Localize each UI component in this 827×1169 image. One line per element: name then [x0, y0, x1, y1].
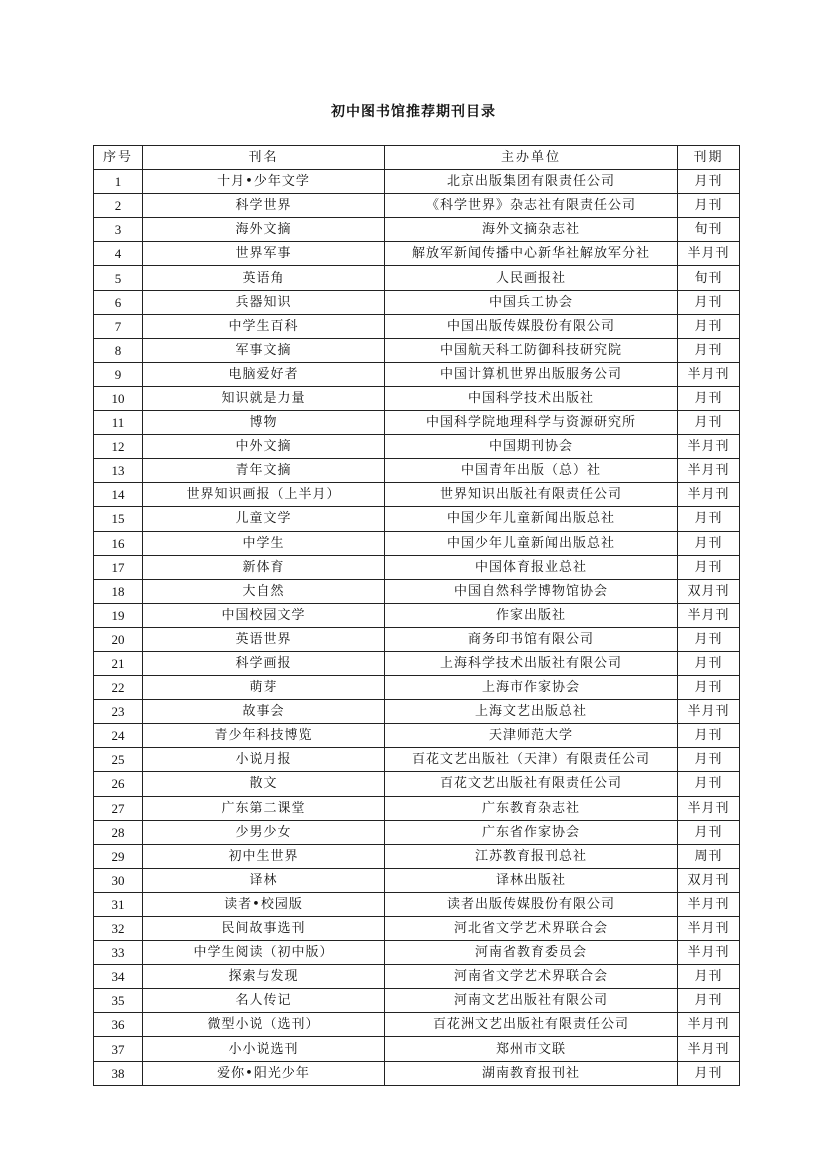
cell-no: 16	[94, 531, 143, 555]
table-row	[94, 1061, 740, 1085]
table-row	[94, 386, 740, 410]
table-row	[94, 1037, 740, 1061]
table-row	[94, 218, 740, 242]
table-row	[94, 965, 740, 989]
table-row	[94, 651, 740, 675]
cell-period: 月刊	[678, 1061, 740, 1085]
cell-periodical-name: 名人传记	[143, 989, 385, 1013]
cell-periodical-name: 英语世界	[143, 627, 385, 651]
cell-organizer: 北京出版集团有限责任公司	[385, 170, 678, 194]
cell-period: 半月刊	[678, 700, 740, 724]
cell-organizer: 湖南教育报刊社	[385, 1061, 678, 1085]
cell-period: 月刊	[678, 989, 740, 1013]
cell-no: 33	[94, 941, 143, 965]
cell-periodical-name: 散文	[143, 772, 385, 796]
cell-periodical-name: 大自然	[143, 579, 385, 603]
cell-periodical-name: 译林	[143, 868, 385, 892]
cell-period: 月刊	[678, 290, 740, 314]
cell-organizer: 中国少年儿童新闻出版总社	[385, 531, 678, 555]
cell-organizer: 世界知识出版社有限责任公司	[385, 483, 678, 507]
table-row	[94, 266, 740, 290]
cell-period: 旬刊	[678, 266, 740, 290]
cell-no: 19	[94, 603, 143, 627]
cell-period: 月刊	[678, 820, 740, 844]
cell-organizer: 中国计算机世界出版服务公司	[385, 362, 678, 386]
cell-no: 38	[94, 1061, 143, 1085]
table-row	[94, 579, 740, 603]
cell-no: 37	[94, 1037, 143, 1061]
cell-organizer: 解放军新闻传播中心新华社解放军分社	[385, 242, 678, 266]
cell-organizer: 广东教育杂志社	[385, 796, 678, 820]
cell-no: 3	[94, 218, 143, 242]
cell-organizer: 作家出版社	[385, 603, 678, 627]
table-row	[94, 194, 740, 218]
cell-organizer: 中国科学院地理科学与资源研究所	[385, 411, 678, 435]
cell-no: 26	[94, 772, 143, 796]
table-row	[94, 868, 740, 892]
cell-periodical-name: 萌芽	[143, 676, 385, 700]
table-row	[94, 989, 740, 1013]
table-body	[94, 170, 740, 1086]
cell-organizer: 上海文艺出版总社	[385, 700, 678, 724]
cell-period: 月刊	[678, 965, 740, 989]
cell-periodical-name: 爱你•阳光少年	[143, 1061, 385, 1085]
cell-period: 半月刊	[678, 603, 740, 627]
cell-no: 34	[94, 965, 143, 989]
cell-period: 月刊	[678, 507, 740, 531]
cell-periodical-name: 科学世界	[143, 194, 385, 218]
table-row	[94, 676, 740, 700]
table-row	[94, 507, 740, 531]
cell-organizer: 天津师范大学	[385, 724, 678, 748]
cell-periodical-name: 少男少女	[143, 820, 385, 844]
cell-periodical-name: 科学画报	[143, 651, 385, 675]
header-no: 序号	[94, 146, 143, 170]
cell-period: 月刊	[678, 651, 740, 675]
cell-periodical-name: 世界知识画报（上半月）	[143, 483, 385, 507]
table-row	[94, 555, 740, 579]
cell-periodical-name: 民间故事选刊	[143, 917, 385, 941]
cell-period: 半月刊	[678, 483, 740, 507]
cell-no: 36	[94, 1013, 143, 1037]
cell-no: 11	[94, 411, 143, 435]
cell-periodical-name: 英语角	[143, 266, 385, 290]
cell-periodical-name: 新体育	[143, 555, 385, 579]
cell-period: 月刊	[678, 411, 740, 435]
header-name: 刊名	[143, 146, 385, 170]
cell-period: 月刊	[678, 194, 740, 218]
cell-no: 17	[94, 555, 143, 579]
cell-no: 4	[94, 242, 143, 266]
cell-period: 半月刊	[678, 362, 740, 386]
cell-period: 半月刊	[678, 242, 740, 266]
cell-periodical-name: 微型小说（选刊）	[143, 1013, 385, 1037]
table-row	[94, 531, 740, 555]
cell-no: 13	[94, 459, 143, 483]
cell-periodical-name: 广东第二课堂	[143, 796, 385, 820]
cell-period: 月刊	[678, 386, 740, 410]
cell-periodical-name: 知识就是力量	[143, 386, 385, 410]
table-row	[94, 844, 740, 868]
cell-organizer: 河南省教育委员会	[385, 941, 678, 965]
cell-period: 半月刊	[678, 941, 740, 965]
cell-organizer: 中国期刊协会	[385, 435, 678, 459]
cell-periodical-name: 儿童文学	[143, 507, 385, 531]
cell-periodical-name: 小说月报	[143, 748, 385, 772]
cell-period: 双月刊	[678, 868, 740, 892]
cell-periodical-name: 兵器知识	[143, 290, 385, 314]
cell-organizer: 中国出版传媒股份有限公司	[385, 314, 678, 338]
table-row	[94, 290, 740, 314]
cell-organizer: 百花文艺出版社（天津）有限责任公司	[385, 748, 678, 772]
cell-no: 35	[94, 989, 143, 1013]
header-period: 刊期	[678, 146, 740, 170]
cell-organizer: 中国科学技术出版社	[385, 386, 678, 410]
cell-period: 半月刊	[678, 1013, 740, 1037]
cell-organizer: 中国航天科工防御科技研究院	[385, 338, 678, 362]
cell-periodical-name: 小小说选刊	[143, 1037, 385, 1061]
cell-no: 25	[94, 748, 143, 772]
cell-no: 8	[94, 338, 143, 362]
cell-no: 10	[94, 386, 143, 410]
cell-period: 月刊	[678, 748, 740, 772]
cell-organizer: 人民画报社	[385, 266, 678, 290]
table-row	[94, 170, 740, 194]
cell-organizer: 读者出版传媒股份有限公司	[385, 892, 678, 916]
cell-period: 半月刊	[678, 917, 740, 941]
cell-no: 23	[94, 700, 143, 724]
page-title: 初中图书馆推荐期刊目录	[331, 104, 496, 120]
cell-periodical-name: 初中生世界	[143, 844, 385, 868]
cell-period: 半月刊	[678, 1037, 740, 1061]
cell-no: 5	[94, 266, 143, 290]
cell-organizer: 上海市作家协会	[385, 676, 678, 700]
cell-periodical-name: 中外文摘	[143, 435, 385, 459]
cell-period: 半月刊	[678, 892, 740, 916]
cell-periodical-name: 海外文摘	[143, 218, 385, 242]
cell-organizer: 百花文艺出版社有限责任公司	[385, 772, 678, 796]
cell-no: 12	[94, 435, 143, 459]
cell-no: 22	[94, 676, 143, 700]
cell-period: 双月刊	[678, 579, 740, 603]
table-row	[94, 724, 740, 748]
periodical-table	[93, 145, 740, 1086]
table-row	[94, 242, 740, 266]
cell-no: 28	[94, 820, 143, 844]
table-row	[94, 603, 740, 627]
cell-organizer: 河南省文学艺术界联合会	[385, 965, 678, 989]
cell-no: 20	[94, 627, 143, 651]
table-row	[94, 483, 740, 507]
cell-organizer: 郑州市文联	[385, 1037, 678, 1061]
cell-period: 月刊	[678, 676, 740, 700]
cell-periodical-name: 军事文摘	[143, 338, 385, 362]
table-row	[94, 435, 740, 459]
cell-period: 月刊	[678, 338, 740, 362]
cell-organizer: 广东省作家协会	[385, 820, 678, 844]
cell-periodical-name: 探索与发现	[143, 965, 385, 989]
table-row	[94, 941, 740, 965]
cell-no: 15	[94, 507, 143, 531]
table-row	[94, 917, 740, 941]
cell-no: 6	[94, 290, 143, 314]
cell-periodical-name: 电脑爱好者	[143, 362, 385, 386]
cell-organizer: 海外文摘杂志社	[385, 218, 678, 242]
cell-no: 14	[94, 483, 143, 507]
header-organizer: 主办单位	[385, 146, 678, 170]
cell-period: 旬刊	[678, 218, 740, 242]
cell-organizer: 百花洲文艺出版社有限责任公司	[385, 1013, 678, 1037]
cell-periodical-name: 中学生百科	[143, 314, 385, 338]
cell-organizer: 中国青年出版（总）社	[385, 459, 678, 483]
cell-organizer: 中国兵工协会	[385, 290, 678, 314]
table-row	[94, 362, 740, 386]
table-row	[94, 892, 740, 916]
cell-no: 1	[94, 170, 143, 194]
cell-no: 27	[94, 796, 143, 820]
cell-periodical-name: 中学生	[143, 531, 385, 555]
cell-period: 月刊	[678, 531, 740, 555]
cell-no: 2	[94, 194, 143, 218]
cell-organizer: 中国体育报业总社	[385, 555, 678, 579]
cell-organizer: 译林出版社	[385, 868, 678, 892]
cell-period: 月刊	[678, 314, 740, 338]
table-row	[94, 627, 740, 651]
table-row	[94, 411, 740, 435]
cell-organizer: 中国少年儿童新闻出版总社	[385, 507, 678, 531]
cell-organizer: 江苏教育报刊总社	[385, 844, 678, 868]
cell-period: 月刊	[678, 555, 740, 579]
cell-periodical-name: 青年文摘	[143, 459, 385, 483]
cell-period: 月刊	[678, 170, 740, 194]
cell-organizer: 中国自然科学博物馆协会	[385, 579, 678, 603]
cell-organizer: 河北省文学艺术界联合会	[385, 917, 678, 941]
cell-periodical-name: 故事会	[143, 700, 385, 724]
cell-no: 32	[94, 917, 143, 941]
table-row	[94, 338, 740, 362]
cell-periodical-name: 中学生阅读（初中版）	[143, 941, 385, 965]
cell-organizer: 商务印书馆有限公司	[385, 627, 678, 651]
cell-period: 月刊	[678, 772, 740, 796]
cell-periodical-name: 青少年科技博览	[143, 724, 385, 748]
cell-no: 29	[94, 844, 143, 868]
cell-period: 月刊	[678, 627, 740, 651]
cell-organizer: 河南文艺出版社有限公司	[385, 989, 678, 1013]
table-row	[94, 700, 740, 724]
cell-periodical-name: 博物	[143, 411, 385, 435]
cell-no: 18	[94, 579, 143, 603]
cell-no: 7	[94, 314, 143, 338]
cell-no: 24	[94, 724, 143, 748]
cell-organizer: 《科学世界》杂志社有限责任公司	[385, 194, 678, 218]
table-row	[94, 772, 740, 796]
cell-no: 30	[94, 868, 143, 892]
cell-period: 半月刊	[678, 796, 740, 820]
cell-no: 21	[94, 651, 143, 675]
cell-period: 半月刊	[678, 459, 740, 483]
cell-period: 周刊	[678, 844, 740, 868]
table-header-row	[94, 146, 740, 170]
table-row	[94, 1013, 740, 1037]
table-row	[94, 314, 740, 338]
cell-periodical-name: 世界军事	[143, 242, 385, 266]
cell-no: 9	[94, 362, 143, 386]
cell-period: 月刊	[678, 724, 740, 748]
cell-periodical-name: 十月•少年文学	[143, 170, 385, 194]
cell-period: 半月刊	[678, 435, 740, 459]
cell-organizer: 上海科学技术出版社有限公司	[385, 651, 678, 675]
table-row	[94, 796, 740, 820]
cell-no: 31	[94, 892, 143, 916]
table-row	[94, 459, 740, 483]
table-row	[94, 820, 740, 844]
cell-periodical-name: 读者•校园版	[143, 892, 385, 916]
table-row	[94, 748, 740, 772]
cell-periodical-name: 中国校园文学	[143, 603, 385, 627]
